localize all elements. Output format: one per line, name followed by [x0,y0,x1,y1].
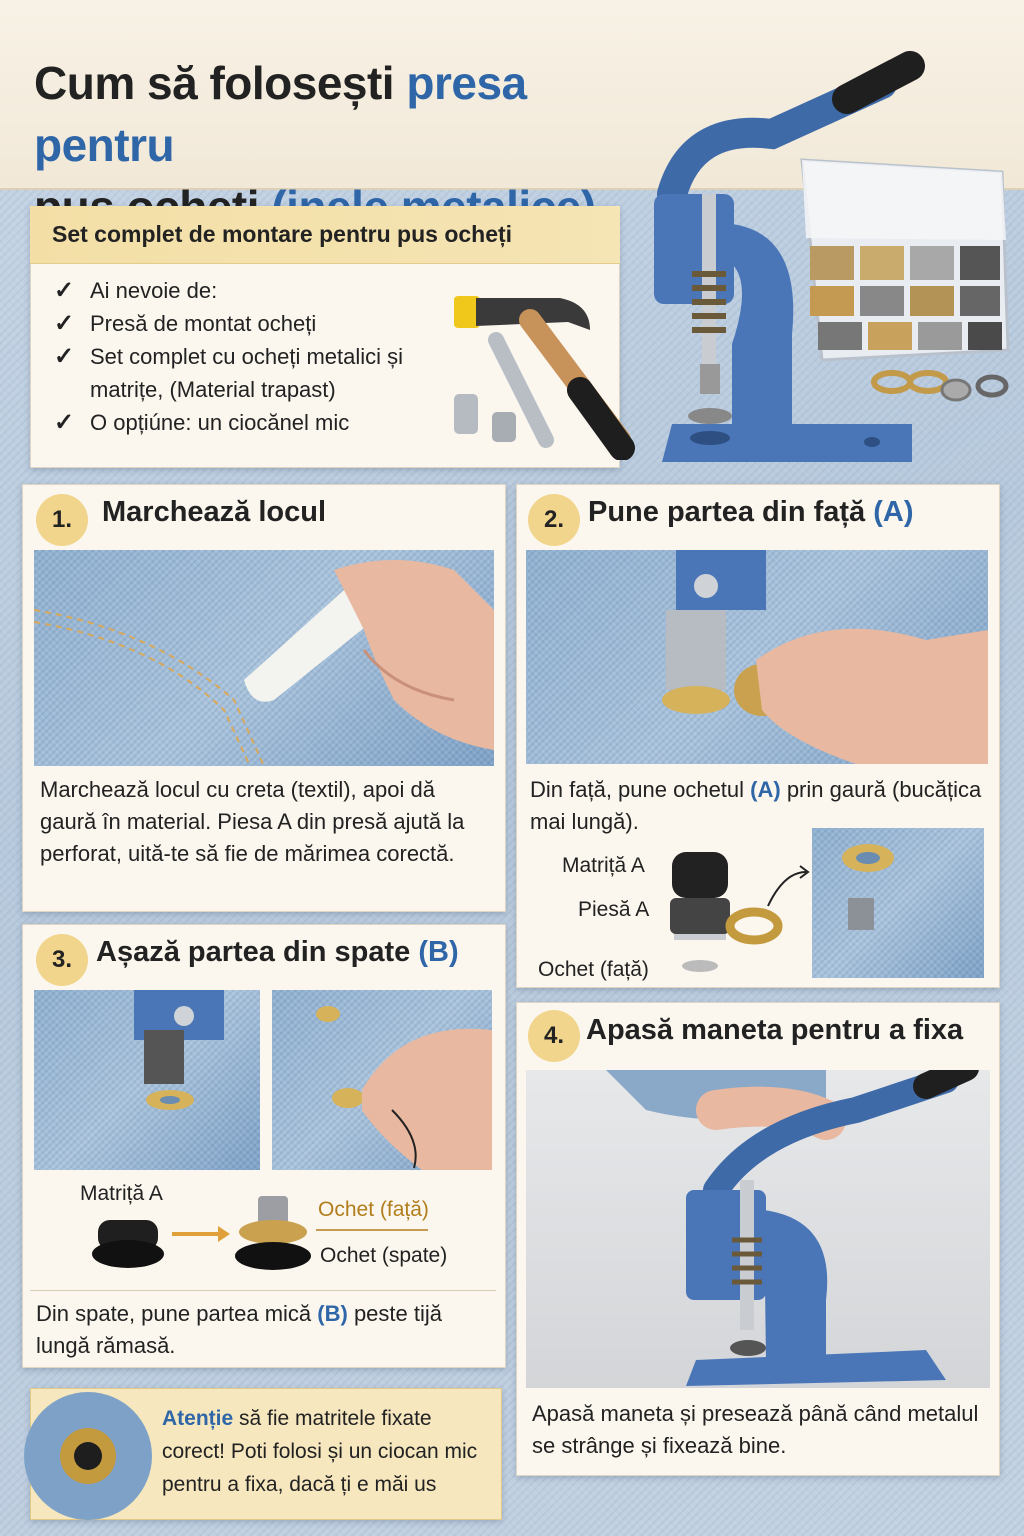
step2-title: Pune partea din față (A) [588,496,914,528]
step2-badge: 2. [528,494,580,546]
check-icon: ✓ [54,310,75,337]
step3-text: Din spate, pune partea mică (B) peste tijă lungă rămasă. [36,1301,442,1358]
kit-title: Set complet de montare pentru pus ocheți [52,221,513,247]
step3-photo-1 [34,990,260,1170]
hand-icon [526,550,988,764]
step2-label-front: Ochet (față) [538,958,649,981]
step3-photo-2 [272,990,492,1170]
step2-detail-photo [812,828,984,978]
step1-title: Marchează locul [102,496,327,528]
step3-label-die: Matriță A [80,1182,163,1205]
kit-item: ✓ Presă de montat ocheți [54,307,454,340]
step3-diagram [88,1192,468,1282]
step2-text: Din față, pune ochetul (A) prin gaură (bucățica mai lungă). [530,777,982,834]
step3-label-back: Ochet (spate) [320,1244,448,1267]
kit-checklist [54,274,454,439]
title-text-1: Cum să folosești [34,57,407,109]
press-icon [632,44,932,478]
step4-title: Apasă maneta pentru a fixa [586,1014,964,1046]
step3-title: Așază partea din spate (B) [96,936,459,968]
step2-photo [526,550,988,764]
attention-text: Atenție să fie matritele fixate corect! Poti folosi și un ciocan mic pentru a fixa, dacă ți e măi us [162,1407,478,1496]
step2-label-piece: Piesă A [578,898,650,921]
die-diagram [664,846,814,982]
check-icon: ✓ [54,409,75,436]
divider [30,1290,496,1291]
kit-item: ✓ Ai nevoie de: [54,274,454,307]
check-icon: ✓ [54,277,75,304]
chalk-icon [34,550,494,766]
step4-photo [526,1070,990,1388]
eyelet-icon [812,828,984,978]
step4-badge: 4. [528,1010,580,1062]
step3-badge: 3. [36,934,88,986]
check-icon: ✓ [54,343,75,370]
press-icon [526,1070,990,1388]
kit-item: ✓ O opțiúne: un ciocănel mic [54,406,454,439]
eyelet-icon [24,1380,154,1530]
kit-item: ✓ Set complet cu ocheți metalici și matrițe, (Material trapast) [54,340,454,406]
step1-photo [34,550,494,766]
step2-label-die: Matriță A [562,854,645,877]
step3-label-front: Ochet (față) [318,1198,429,1221]
step4-text: Apasă maneta și presează până când metalul se strânge și fixează bine. [532,1401,979,1458]
hammer-icon [440,290,640,460]
step1-text: Marchează locul cu creta (textil), apoi dă gaură în material. Piesa A din presă ajută la perforat, uită-te să fie de mărimea corectă. [40,777,465,866]
title-text-2: presa pentru [34,57,527,171]
step1-badge: 1. [36,494,88,546]
